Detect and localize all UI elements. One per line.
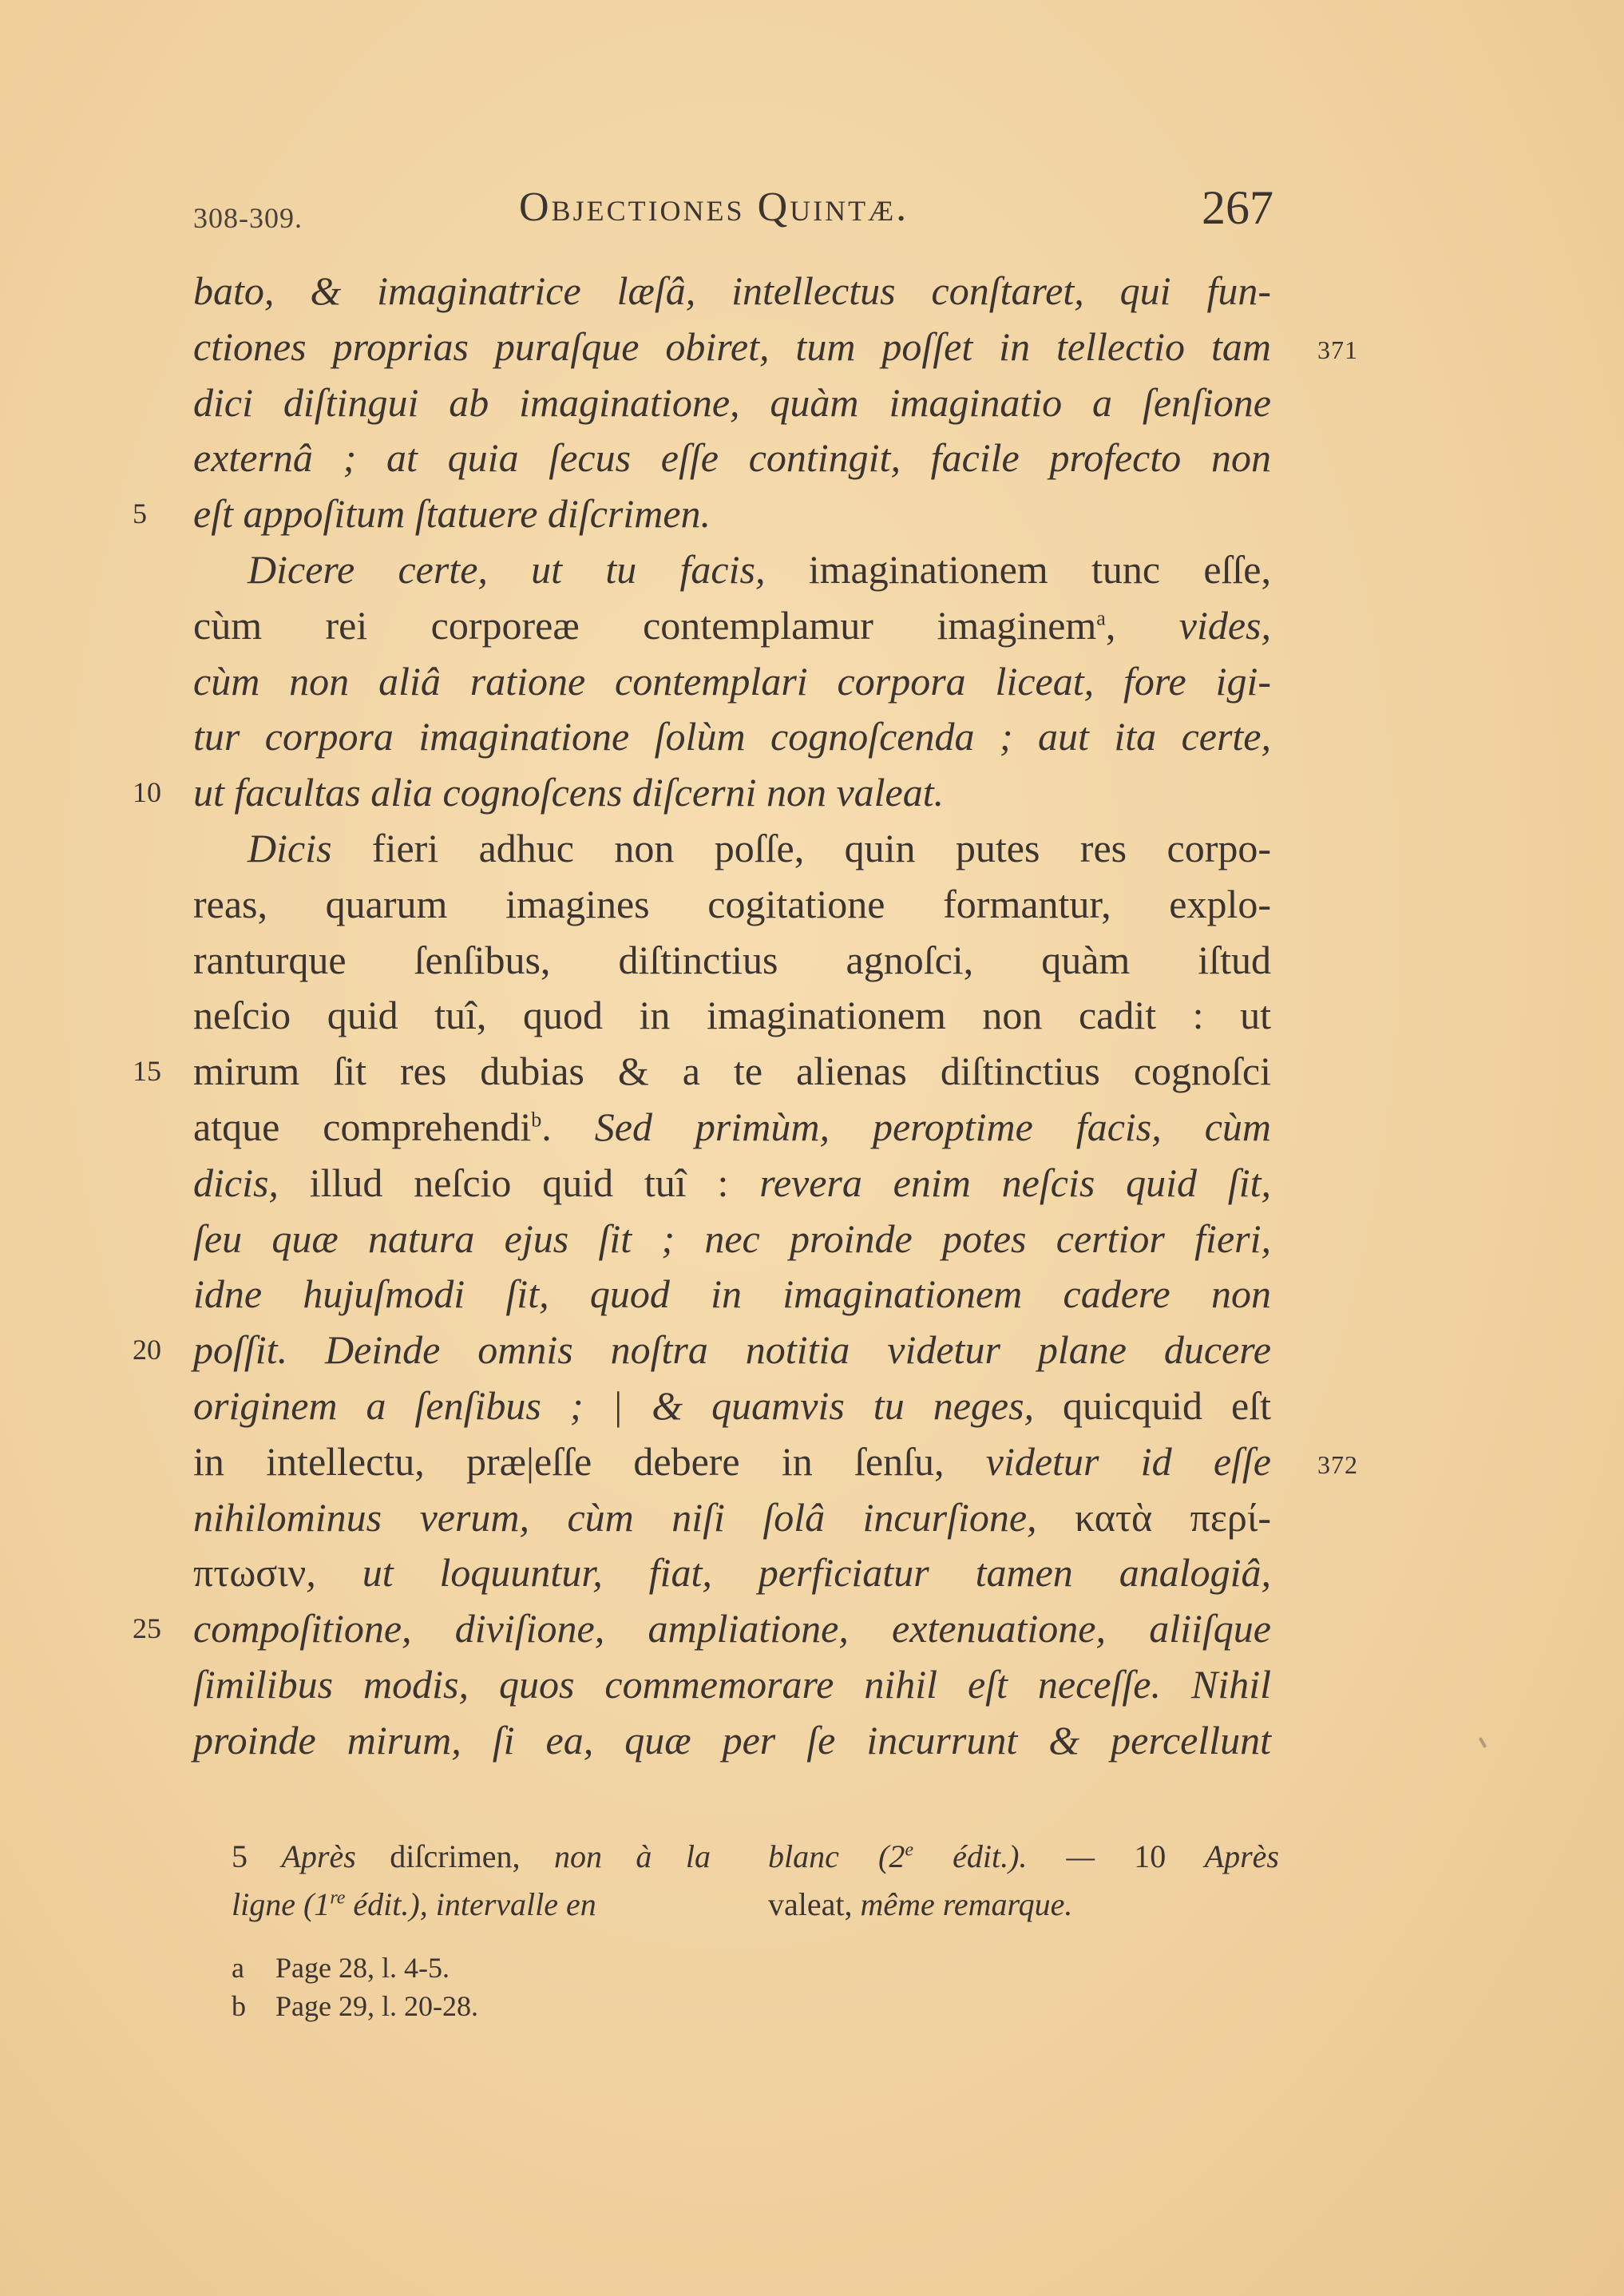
text-run: eſt appoſitum ſtatuere diſcrimen. (193, 491, 711, 537)
text-run: compoſitione, diviſione, ampliatione, extenuatione, aliiſque (193, 1606, 1271, 1652)
paper-speck (1479, 1737, 1487, 1748)
text-run: quicquid eſt (1034, 1382, 1271, 1428)
note-run: non à la (553, 1838, 711, 1874)
reference-key: b (232, 1990, 246, 2022)
text-run: imaginationem tunc eſſe, (765, 546, 1271, 592)
text-line (193, 542, 1271, 598)
greek-text: πτωσιν (193, 1550, 307, 1596)
text-run: externâ ; at quia ſecus eſſe contingit, facile profecto non (193, 435, 1271, 481)
text-run: idne hujuſmodi ſit, quod in imaginationem cadere non (193, 1271, 1271, 1317)
text-run: ranturque ſenſibus, diſtinctius agnoſci, quàm iſtud (193, 937, 1271, 982)
footnote-marker-a: a (1096, 606, 1106, 630)
line-number-25: 25 (133, 1612, 161, 1645)
margin-ref-371: 371 (1317, 335, 1358, 364)
greek-text: κατὰ περί- (1075, 1494, 1271, 1540)
note-line (232, 1833, 711, 1881)
text-run: fieri adhuc non poſſe, quin putes res corpo- (331, 825, 1271, 870)
text-run: ctiones proprias puraſque obiret, tum poſſet in tellectio tam (193, 323, 1271, 369)
text-line (193, 1434, 1358, 1490)
note-run: édit.). — (913, 1838, 1135, 1874)
text-line (133, 1601, 1271, 1657)
note-run: Après (281, 1838, 356, 1874)
page-number: 267 (1202, 181, 1273, 234)
text-line (193, 1378, 1271, 1434)
note-run: ligne (1 (232, 1886, 331, 1922)
text-run: . (541, 1104, 595, 1149)
text-line (193, 1156, 1271, 1211)
text-run: , (1105, 602, 1179, 648)
text-run: Dicis (248, 825, 332, 870)
reference-text: Page 29, l. 20-28. (275, 1990, 478, 2022)
note-run: même remarque. (860, 1886, 1073, 1922)
text-line (193, 430, 1271, 486)
text-line (193, 1657, 1271, 1713)
text-run: originem a ſenſibus ; | & quamvis tu neges, (193, 1382, 1035, 1428)
text-line (133, 1044, 1271, 1100)
note-line (768, 1833, 1279, 1881)
running-head (0, 181, 1624, 256)
text-line (193, 1267, 1271, 1322)
text-run: nihilominus verum, cùm niſi ſolâ incurſione, (193, 1494, 1075, 1540)
note-run: 5 (232, 1838, 282, 1874)
text-run: dici diſtingui ab imaginatione, quàm imaginatio a ſenſione (193, 379, 1271, 425)
note-line (768, 1881, 1279, 1929)
text-run: mirum ſit res dubias & a te alienas diſtinctius cognoſci (193, 1049, 1271, 1094)
text-line (193, 264, 1271, 319)
text-line (193, 654, 1271, 710)
note-run: diſcrimen, (355, 1838, 554, 1874)
text-line (193, 598, 1271, 654)
line-number-5: 5 (133, 498, 147, 530)
line-number-10: 10 (133, 776, 161, 809)
text-run: proinde mirum, ſi ea, quæ per ſe incurrunt & percellunt (193, 1717, 1271, 1763)
text-run: poſſit. Deinde omnis noſtra notitia videtur plane ducere (193, 1327, 1271, 1373)
text-line (193, 1713, 1271, 1769)
text-run: tur corpora imaginatione ſolùm cognoſcenda ; aut ita certe, (193, 714, 1271, 759)
text-line (193, 821, 1271, 877)
text-run: ſeu quæ natura ejus ſit ; nec proinde potes certior fieri, (193, 1215, 1271, 1261)
text-line (193, 877, 1271, 933)
text-run: in intellectu, præ|eſſe debere in ſenſu, (193, 1438, 986, 1484)
text-run: neſcio quid tuî, quod in imaginationem non cadit : ut (193, 993, 1271, 1038)
text-run: cùm rei corporeæ contemplamur imaginem (193, 602, 1097, 648)
reference-b (232, 1987, 478, 2025)
note-run: valeat, (768, 1886, 861, 1922)
text-line (193, 375, 1271, 431)
text-run: ſimilibus modis, quos commemorare nihil eſt neceſſe. Nihil (193, 1661, 1271, 1707)
text-run: cùm non aliâ ratione contemplari corpora liceat, fore igi- (193, 658, 1271, 704)
text-run: bato, & imaginatrice læſâ, intellectus conſtaret, qui fun- (193, 268, 1271, 313)
note-run: re (330, 1887, 346, 1909)
reference-a (232, 1949, 478, 1987)
text-run: reas, quarum imagines cogitatione formantur, explo- (193, 881, 1271, 926)
text-run: vides, (1178, 602, 1271, 648)
text-run: Sed primùm, peroptime facis, cùm (594, 1104, 1272, 1149)
page-references (232, 1949, 478, 2025)
note-run: 10 (1134, 1838, 1167, 1874)
reference-key: a (232, 1952, 244, 1984)
note-run: e (905, 1839, 913, 1861)
page-range: 308-309. (193, 202, 303, 234)
running-title: Objectiones Quintæ. (519, 184, 909, 230)
text-run: Dicere certe, ut tu facis, (248, 546, 766, 592)
line-number-20: 20 (133, 1334, 161, 1366)
note-run: édit.), intervalle en (345, 1886, 596, 1922)
text-line (193, 1211, 1271, 1267)
variant-notes-left (232, 1833, 711, 1929)
reference-text: Page 28, l. 4-5. (275, 1952, 450, 1984)
text-line (133, 1322, 1271, 1378)
text-line (193, 709, 1271, 765)
line-number-15: 15 (133, 1055, 161, 1088)
text-line (133, 765, 1271, 821)
text-run: , ut loquuntur, fiat, perficiatur tamen analogiâ, (306, 1550, 1271, 1596)
text-line (193, 319, 1358, 375)
text-run: ut facultas alia cognoſcens diſcerni non valeat. (193, 770, 945, 815)
margin-ref-372: 372 (1317, 1449, 1358, 1479)
text-line (193, 933, 1271, 989)
text-line (193, 1490, 1271, 1546)
text-run: revera enim neſcis quid ſit, (759, 1160, 1271, 1205)
body-text (133, 264, 1358, 1769)
text-run: illud neſcio quid tuî : (278, 1160, 760, 1205)
note-run: blanc (2 (768, 1838, 905, 1874)
note-run: Après (1166, 1838, 1279, 1874)
text-run: dicis, (193, 1160, 279, 1205)
footnote-marker-b: b (531, 1108, 542, 1132)
text-run: videtur id eſſe (985, 1438, 1271, 1484)
text-line (193, 1545, 1271, 1601)
text-line (133, 486, 1271, 542)
note-line (232, 1881, 711, 1929)
text-run: atque comprehendi (193, 1104, 532, 1149)
text-line (193, 988, 1271, 1044)
variant-notes-right (768, 1833, 1279, 1929)
text-line (193, 1100, 1271, 1156)
